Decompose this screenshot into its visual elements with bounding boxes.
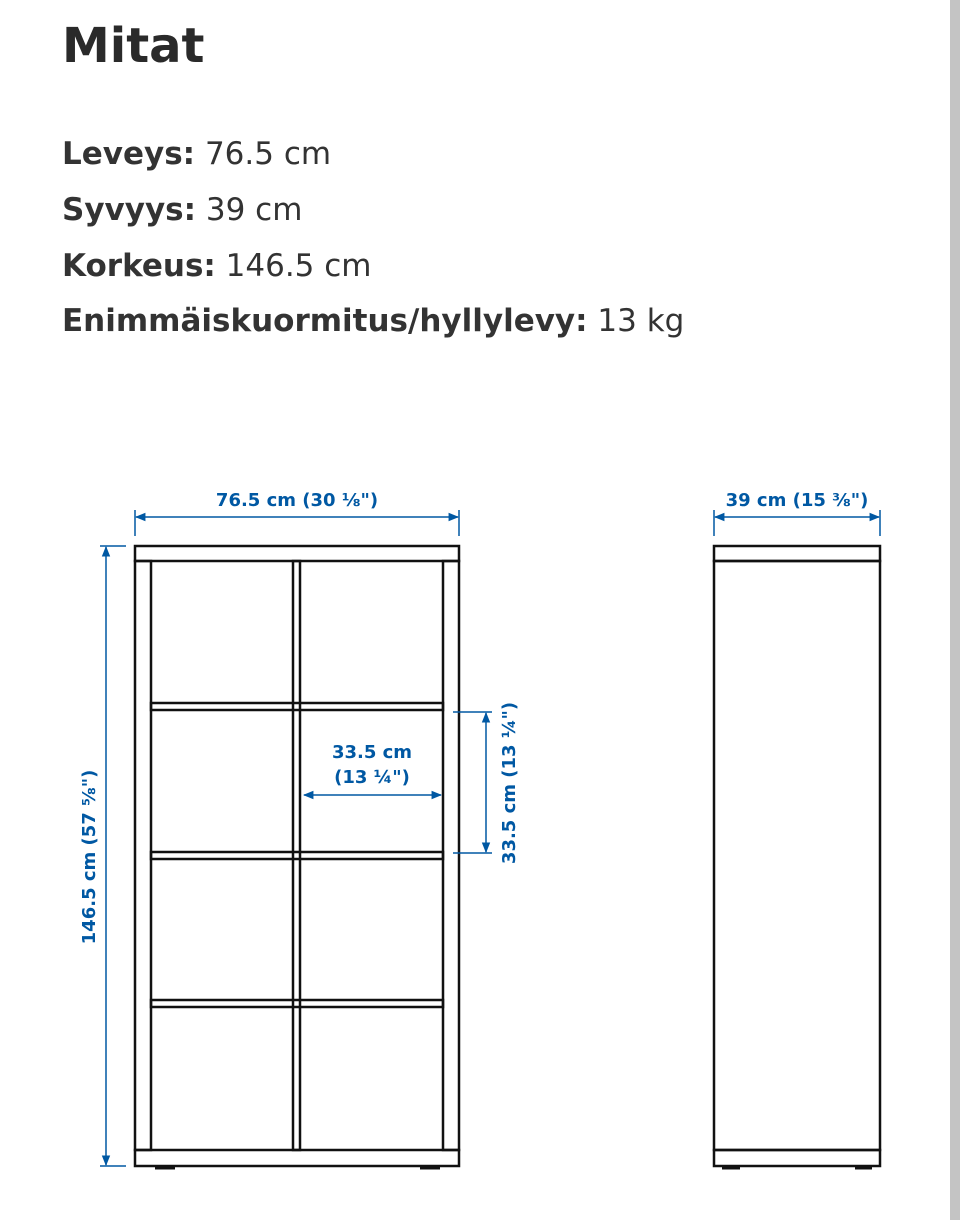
spec-max-load: Enimmäiskuormitus/hyllylevy: 13 kg — [62, 303, 685, 339]
compartment-width-label-1: 33.5 cm — [331, 742, 413, 763]
shelf-front-view — [135, 546, 459, 1168]
depth-label: 39 cm (15 ⅜") — [725, 490, 869, 511]
compartment-height-label: 33.5 cm (13 ¼") — [499, 701, 520, 865]
width-label: 76.5 cm (30 ⅛") — [215, 490, 379, 511]
spec-width: Leveys: 76.5 cm — [62, 136, 332, 172]
spec-height: Korkeus: 146.5 cm — [62, 248, 372, 284]
shelf-side-view — [714, 546, 880, 1168]
spec-depth: Syvyys: 39 cm — [62, 192, 303, 228]
compartment-width-label-2: (13 ¼") — [334, 767, 410, 788]
height-label: 146.5 cm (57 ⅝") — [79, 769, 100, 945]
page-title: Mitat — [62, 18, 205, 74]
scrollbar[interactable] — [950, 0, 960, 1220]
